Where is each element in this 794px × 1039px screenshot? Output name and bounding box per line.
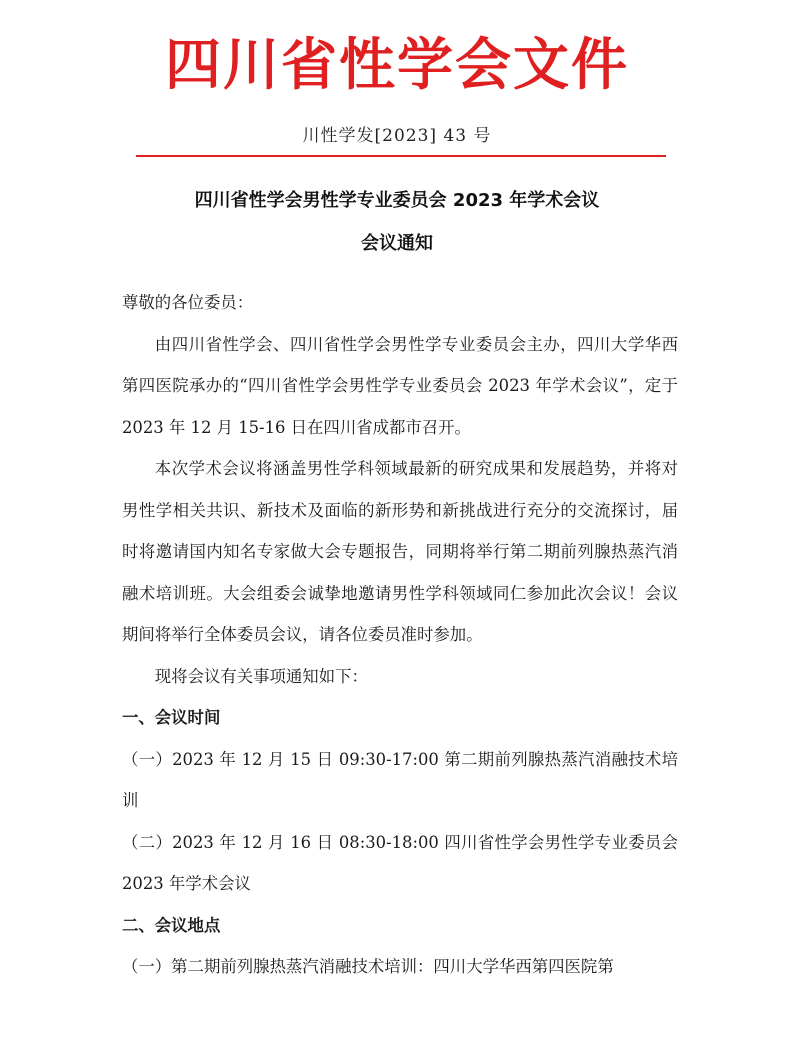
- section-heading-place: 二、会议地点: [122, 915, 221, 935]
- red-divider-line: [136, 155, 666, 157]
- org-header-title: 四川省性学会文件: [165, 33, 629, 98]
- section-heading-time: 一、会议时间: [122, 708, 221, 727]
- paragraph-lead-in: 现将会议有关事项通知如下：: [154, 666, 368, 686]
- notice-title-line1: 四川省性学会男性学专业委员会 2023 年学术会议: [194, 190, 600, 211]
- notice-title-line2: 会议通知: [361, 233, 433, 254]
- time-item-1: （一）2023 年 12 月 15 日 09:30-17:00 第二期前列腺热蒸汽消融技术培训: [122, 749, 678, 810]
- document-body: [122, 282, 678, 988]
- paragraph-scope: 本次学术会议将涵盖男性学科领域最新的研究成果和发展趋势，并将对男性学相关共识、新技术及面临的新形势和新挑战进行充分的交流探讨，届时将邀请国内知名专家做大会专题报告，同期将举行第二期前列腺热蒸汽消融术培训班。大会组委会诚挚地邀请男性学科领域同仁参加此次会议！会议期间将举行全体委员会议，请各位委员准时参加。: [122, 459, 678, 644]
- time-item-2: （二）2023 年 12 月 16 日 08:30-18:00 四川省性学会男性学专业委员会 2023 年学术会议: [122, 832, 678, 893]
- salutation: 尊敬的各位委员：: [122, 293, 254, 312]
- document-number: 川性学发[2023] 43 号: [302, 126, 492, 146]
- place-item-1: （一）第二期前列腺热蒸汽消融技术培训：四川大学华西第四医院第: [122, 957, 614, 976]
- paragraph-intro: 由四川省性学会、四川省性学会男性学专业委员会主办，四川大学华西第四医院承办的“四川省性学会男性学专业委员会 2023 年学术会议”，定于 2023 年 12 月 15-16 日在四川省成都市召开。: [122, 334, 678, 437]
